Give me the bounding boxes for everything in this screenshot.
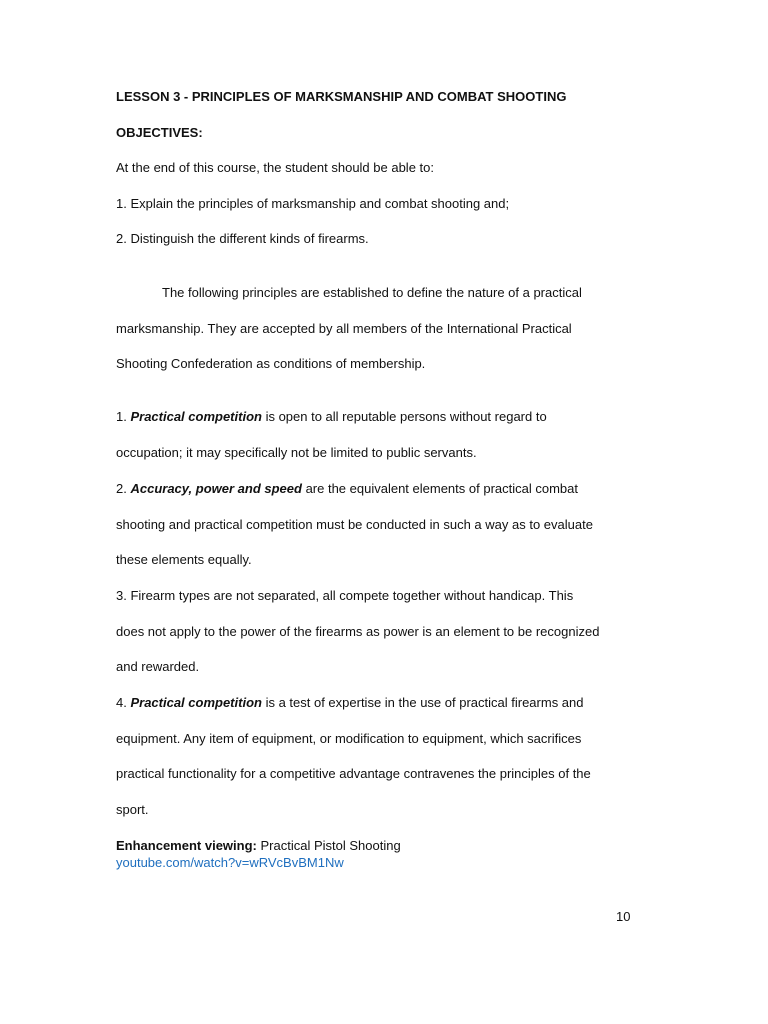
principle-text: is open to all reputable persons without regard to (261, 409, 547, 424)
page-number: 10 (616, 909, 631, 924)
principle-emphasis: Practical competition (130, 409, 262, 424)
principle-4-line: sport. (116, 802, 149, 817)
principle-4-line: equipment. Any item of equipment, or modification to equipment, which sacrifices (116, 731, 582, 746)
enhancement-label: Enhancement viewing: (116, 838, 257, 853)
principle-2-line (116, 481, 578, 497)
video-link[interactable]: youtube.com/watch?v=wRVcBvBM1Nw (116, 855, 344, 870)
principle-text: Firearm types are not separated, all compete together without handicap. This (130, 588, 574, 603)
intro-paragraph-line: marksmanship. They are accepted by all members of the International Practical (116, 321, 572, 336)
principle-emphasis: Accuracy, power and speed (130, 481, 302, 496)
objective-item: 1. Explain the principles of marksmanship and combat shooting and; (116, 196, 510, 211)
principle-3-line: does not apply to the power of the firearms as power is an element to be recognized (116, 624, 600, 639)
lesson-title: LESSON 3 - PRINCIPLES OF MARKSMANSHIP AND COMBAT SHOOTING (116, 89, 567, 104)
intro-paragraph-line: Shooting Confederation as conditions of membership. (116, 356, 426, 371)
principle-number: 3. (116, 588, 131, 603)
principle-text: are the equivalent elements of practical combat (301, 481, 578, 496)
principle-number: 1. (116, 409, 131, 424)
principle-2-line: shooting and practical competition must be conducted in such a way as to evaluate (116, 517, 593, 532)
principle-number: 2. (116, 481, 131, 496)
principle-emphasis: Practical competition (130, 695, 262, 710)
objectives-intro: At the end of this course, the student should be able to: (116, 160, 434, 175)
principle-text: is a test of expertise in the use of practical firearms and (261, 695, 584, 710)
objectives-heading: OBJECTIVES: (116, 125, 203, 140)
enhancement-title: Practical Pistol Shooting (256, 838, 401, 853)
principle-1-line (116, 409, 547, 425)
principle-2-line: these elements equally. (116, 552, 252, 567)
objective-item: 2. Distinguish the different kinds of firearms. (116, 231, 369, 246)
principle-number: 4. (116, 695, 131, 710)
principle-3-line: and rewarded. (116, 659, 200, 674)
principle-4-line (116, 695, 584, 711)
intro-paragraph-line: The following principles are established to define the nature of a practical (162, 285, 582, 300)
enhancement-viewing (116, 838, 401, 854)
principle-3-line (116, 588, 573, 604)
principle-1-line: occupation; it may specifically not be limited to public servants. (116, 445, 477, 460)
principle-4-line: practical functionality for a competitive advantage contravenes the principles of the (116, 766, 591, 781)
